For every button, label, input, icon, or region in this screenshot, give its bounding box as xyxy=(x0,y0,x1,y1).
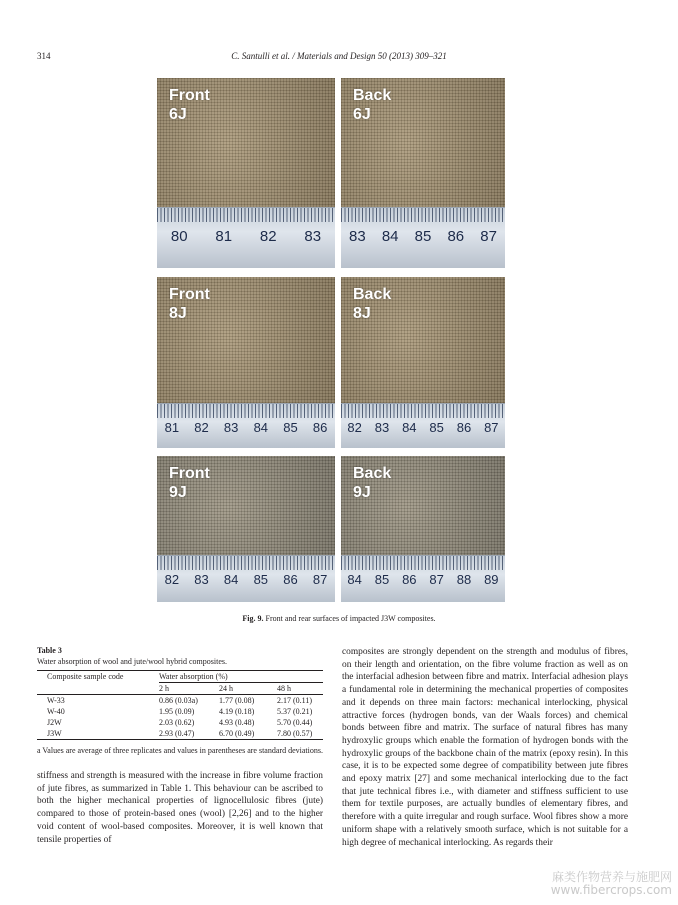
table-3 xyxy=(37,646,323,757)
ruler-number: 86 xyxy=(402,572,417,587)
body-text-right: composites are strongly dependent on the strength and modulus of fibres, on their length and orientation, on the fibre volume fraction as well as on the interfacial adhesion between fibre and matrix. Interfacial adhesion plays a fundamental role in determining the mechanical properties of composites and it depends on three main factors: mechanical interlocking, physical attractive forces (hydrogen bonds, van der Waals forces) and chemical bonds between fibre and matrix. The surface of natural fibres has many hydroxylic groups which enable the formation of hydrogen bonds with the hydroxylic groups of the backbone chain of the matrix (epoxy resin). In this case, it is to be expected some degree of compatibility between jute fibres and epoxy matrix [27] and some mechanical interlocking due to the fact that jute technical fibres i.e., with diameter and stiffness sufficient to use them for textile purposes, are actually bundles of elementary fibres, and therefore with a quite irregular and rough surface. Wool fibres show a more uniform shape with a relatively smooth surface, which is not suitable for a high degree of mechanical interlocking. As regards their xyxy=(342,647,628,848)
ruler xyxy=(341,555,505,602)
cell-2h: 1.95 (0.09) xyxy=(159,707,195,716)
ruler-number: 85 xyxy=(283,420,298,435)
cell-code: W-33 xyxy=(47,696,65,705)
ruler-number: 81 xyxy=(164,420,180,435)
ruler-number: 86 xyxy=(312,420,328,435)
ruler xyxy=(341,403,505,448)
panel-label: Back 6J xyxy=(353,87,392,123)
ruler-number: 86 xyxy=(447,228,465,245)
cell-24h: 4.93 (0.48) xyxy=(219,718,255,727)
ruler-number: 82 xyxy=(194,420,209,435)
ruler-number: 84 xyxy=(253,420,269,435)
panel-label: Back 8J xyxy=(353,286,392,322)
ruler-number: 83 xyxy=(304,228,322,245)
cell-2h: 2.03 (0.62) xyxy=(159,718,195,727)
ruler-number: 84 xyxy=(402,420,417,435)
table-subtitle: Water absorption of wool and jute/wool hybrid composites. xyxy=(37,657,227,666)
figure-caption-label: Fig. 9. xyxy=(242,614,264,623)
body-text-left: stiffness and strength is measured with the increase in fibre volume fraction of jute fibres, as summarized in Table 1. This behaviour can be ascribed to both the higher mechanical properties of lignocellulosic fibres (jute) compared to those of protein-based ones (wool) [2,26] and to the higher void content of wool-based composites. Moreover, it is well known that tensile properties of xyxy=(37,771,323,845)
table-row xyxy=(37,695,323,707)
photo-back-8j xyxy=(341,277,505,448)
ruler-number: 83 xyxy=(223,420,239,435)
table-row xyxy=(37,728,323,740)
photo-front-6j xyxy=(157,78,335,268)
table-footnote: a Values are average of three replicates and values in parentheses are standard deviations. xyxy=(37,746,323,755)
panel-label: Back 9J xyxy=(353,465,392,501)
cell-24h: 1.77 (0.08) xyxy=(219,696,255,705)
col-header-code: Composite sample code xyxy=(47,672,124,682)
cell-48h: 2.17 (0.11) xyxy=(277,696,313,705)
ruler-number: 82 xyxy=(347,420,362,435)
ruler-number: 87 xyxy=(484,420,499,435)
col-header-24h: 24 h xyxy=(219,684,233,693)
panel-label: Front 8J xyxy=(169,286,210,322)
ruler-number: 83 xyxy=(374,420,390,435)
figure-caption-text: Front and rear surfaces of impacted J3W composites. xyxy=(265,614,436,623)
watermark-line: 麻类作物营养与施肥网 xyxy=(551,870,672,884)
ruler-number: 85 xyxy=(253,572,269,587)
running-head: C. Santulli et al. / Materials and Design 50 (2013) 309–321 xyxy=(231,51,447,61)
ruler-number: 81 xyxy=(215,228,233,245)
cell-24h: 6.70 (0.49) xyxy=(219,729,255,738)
ruler xyxy=(157,207,335,268)
cell-48h: 5.70 (0.44) xyxy=(277,718,313,727)
col-header-group: Water absorption (%) xyxy=(159,671,323,683)
ruler-number: 87 xyxy=(480,228,497,245)
ruler xyxy=(157,403,335,448)
watermark-line: www.fibercrops.com xyxy=(550,883,672,897)
ruler-number: 86 xyxy=(456,420,472,435)
photo-front-8j xyxy=(157,277,335,448)
col-header-48h: 48 h xyxy=(277,684,291,693)
ruler-number: 84 xyxy=(347,572,362,587)
ruler-number: 86 xyxy=(283,572,298,587)
table-row xyxy=(37,706,323,717)
ruler-number: 85 xyxy=(429,420,444,435)
ruler-number: 83 xyxy=(194,572,209,587)
ruler-number: 89 xyxy=(484,572,499,587)
ruler-number: 87 xyxy=(312,572,328,587)
photo-back-9j xyxy=(341,456,505,602)
cell-48h: 7.80 (0.57) xyxy=(277,729,313,738)
ruler-number: 85 xyxy=(374,572,390,587)
cell-2h: 0.86 (0.03a) xyxy=(159,696,198,705)
watermark xyxy=(551,871,672,897)
ruler-number: 87 xyxy=(429,572,444,587)
panel-label: Front 6J xyxy=(169,87,210,123)
ruler-number: 83 xyxy=(349,228,366,245)
ruler xyxy=(341,207,505,268)
cell-code: W-40 xyxy=(47,707,65,716)
water-absorption-table xyxy=(37,670,323,740)
cell-48h: 5.37 (0.21) xyxy=(277,707,313,716)
ruler xyxy=(157,555,335,602)
ruler-number: 82 xyxy=(259,228,277,245)
cell-code: J3W xyxy=(47,729,62,738)
ruler-number: 80 xyxy=(170,228,188,245)
ruler-number: 84 xyxy=(381,228,399,245)
page-number: 314 xyxy=(37,51,51,61)
ruler-number: 88 xyxy=(456,572,472,587)
table-row xyxy=(37,717,323,728)
ruler-number: 85 xyxy=(414,228,432,245)
photo-front-9j xyxy=(157,456,335,602)
table-title: Table 3 xyxy=(37,646,62,655)
figure-caption xyxy=(0,614,678,623)
col-header-2h: 2 h xyxy=(159,684,169,693)
cell-code: J2W xyxy=(47,718,62,727)
ruler-number: 84 xyxy=(223,572,239,587)
cell-24h: 4.19 (0.18) xyxy=(219,707,255,716)
photo-back-6j xyxy=(341,78,505,268)
ruler-number: 82 xyxy=(164,572,180,587)
cell-2h: 2.93 (0.47) xyxy=(159,729,195,738)
panel-label: Front 9J xyxy=(169,465,210,501)
